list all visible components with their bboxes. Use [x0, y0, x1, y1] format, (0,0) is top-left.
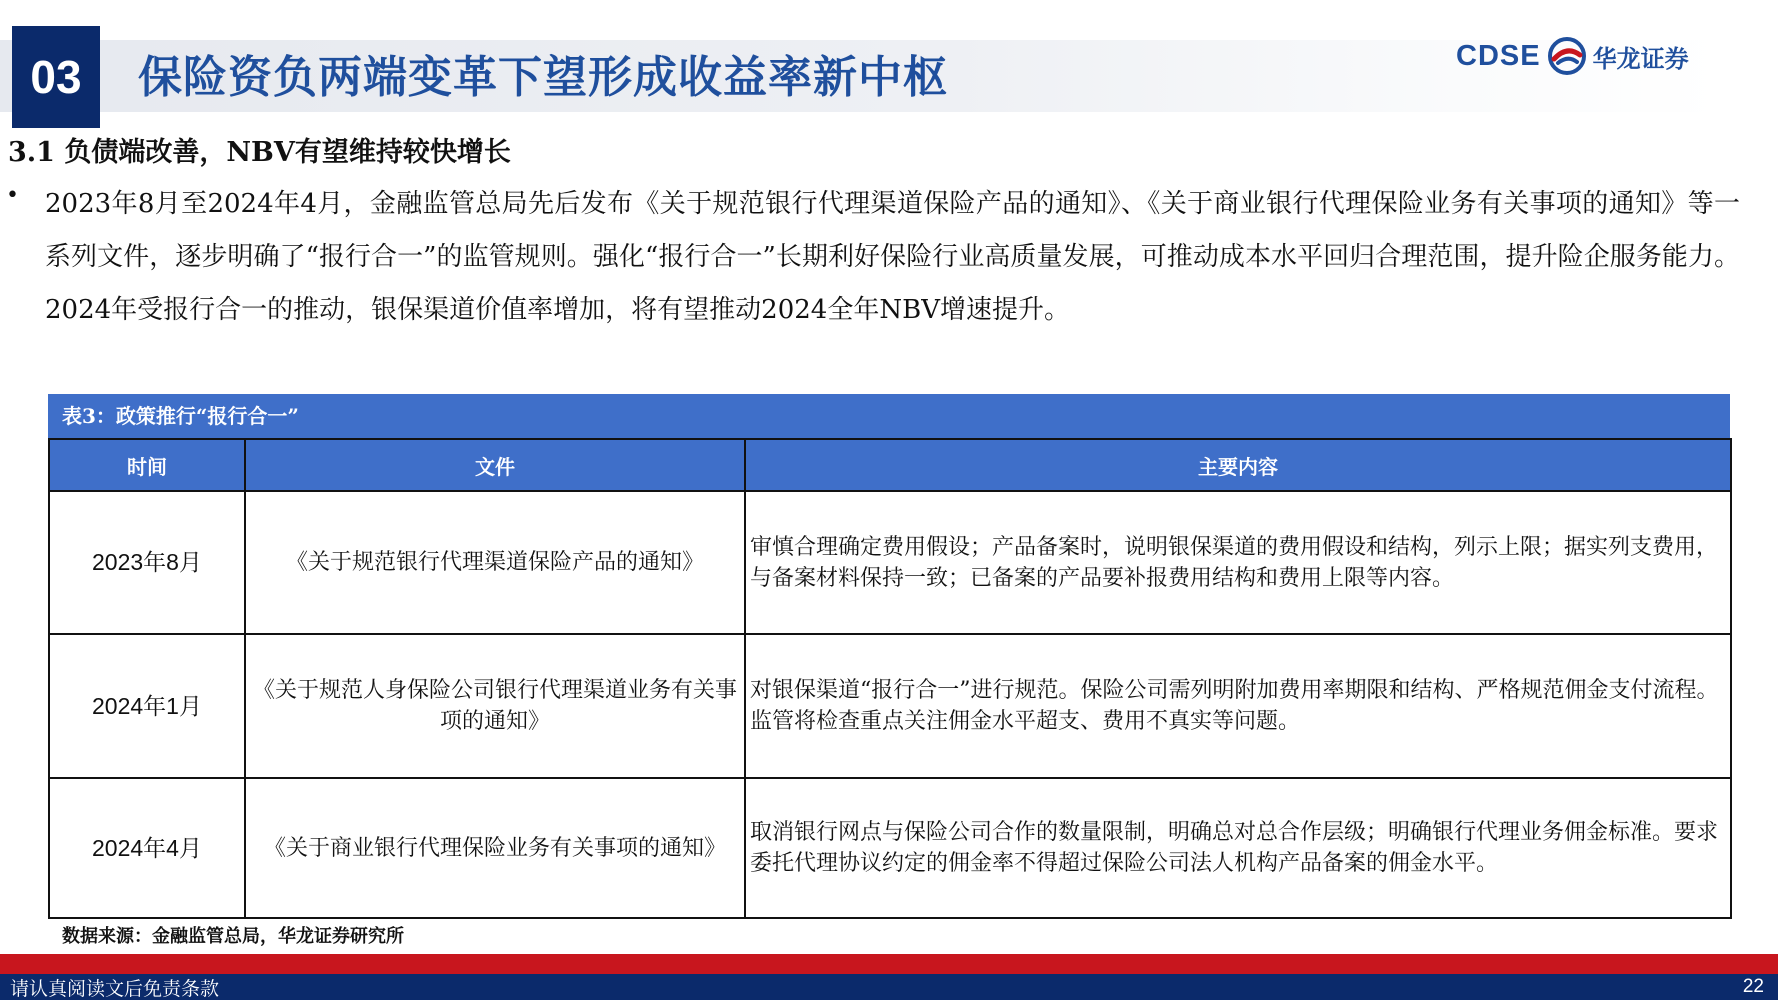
footer-bar	[0, 974, 1778, 1000]
cell-document: 《关于规范银行代理渠道保险产品的通知》	[245, 491, 745, 634]
cell-content: 审慎合理确定费用假设；产品备案时，说明银保渠道的费用假设和结构，列示上限；据实列支费用，与备案材料保持一致；已备案的产品要补报费用结构和费用上限等内容。	[745, 491, 1731, 634]
disclaimer-link[interactable]: 请认真阅读文后免责条款	[10, 978, 220, 1000]
data-source-note: 数据来源：金融监管总局，华龙证券研究所	[62, 926, 404, 947]
page-number: 22	[1742, 976, 1764, 997]
cell-document: 《关于规范人身保险公司银行代理渠道业务有关事项的通知》	[245, 634, 745, 778]
footer-red-stripe	[0, 954, 1778, 974]
cell-time: 2023年8月	[49, 491, 245, 634]
bullet-paragraph: 2023年8月至2024年4月，金融监管总局先后发布《关于规范银行代理渠道保险产品的通知》、《关于商业银行代理保险业务有关事项的通知》等一系列文件，逐步明确了“报行合一”的监管规则。强化“报行合一”长期利好保险行业高质量发展，可推动成本水平回归合理范围，提升险企服务能力。2024年受报行合一的推动，银保渠道价值率增加，将有望推动2024全年NBV增速提升。	[45, 189, 1740, 325]
table-header-row	[49, 439, 1731, 491]
logo-text: CDSE	[1456, 39, 1541, 72]
bullet-dot-icon: •	[6, 183, 19, 208]
cell-content: 取消银行网点与保险公司合作的数量限制，明确总对总合作层级；明确银行代理业务佣金标准。要求委托代理协议约定的佣金率不得超过保险公司法人机构产品备案的佣金水平。	[745, 778, 1731, 918]
cell-content: 对银保渠道“报行合一”进行规范。保险公司需列明附加费用率期限和结构、严格规范佣金支付流程。监管将检查重点关注佣金水平超支、费用不真实等问题。	[745, 634, 1731, 778]
header-content: 主要内容	[745, 439, 1731, 491]
cell-time: 2024年1月	[49, 634, 245, 778]
policy-table	[48, 394, 1730, 919]
cell-time: 2024年4月	[49, 778, 245, 918]
cell-document: 《关于商业银行代理保险业务有关事项的通知》	[245, 778, 745, 918]
table-caption: 表3：政策推行“报行合一”	[48, 394, 1730, 438]
brand-logo	[1456, 34, 1689, 78]
section-number-badge	[12, 26, 100, 128]
table-row	[49, 778, 1731, 918]
logo-chinese-name: 华龙证券	[1592, 44, 1689, 73]
section-number: 03	[30, 51, 82, 103]
table-row	[49, 491, 1731, 634]
header-document: 文件	[245, 439, 745, 491]
page-title: 保险资负两端变革下望形成收益率新中枢	[138, 52, 948, 103]
header-time: 时间	[49, 439, 245, 491]
table-row	[49, 634, 1731, 778]
policy-table-grid	[48, 438, 1732, 919]
hualong-logo-icon	[1546, 35, 1588, 77]
section-subheading: 3.1 负债端改善，NBV有望维持较快增长	[8, 137, 511, 168]
